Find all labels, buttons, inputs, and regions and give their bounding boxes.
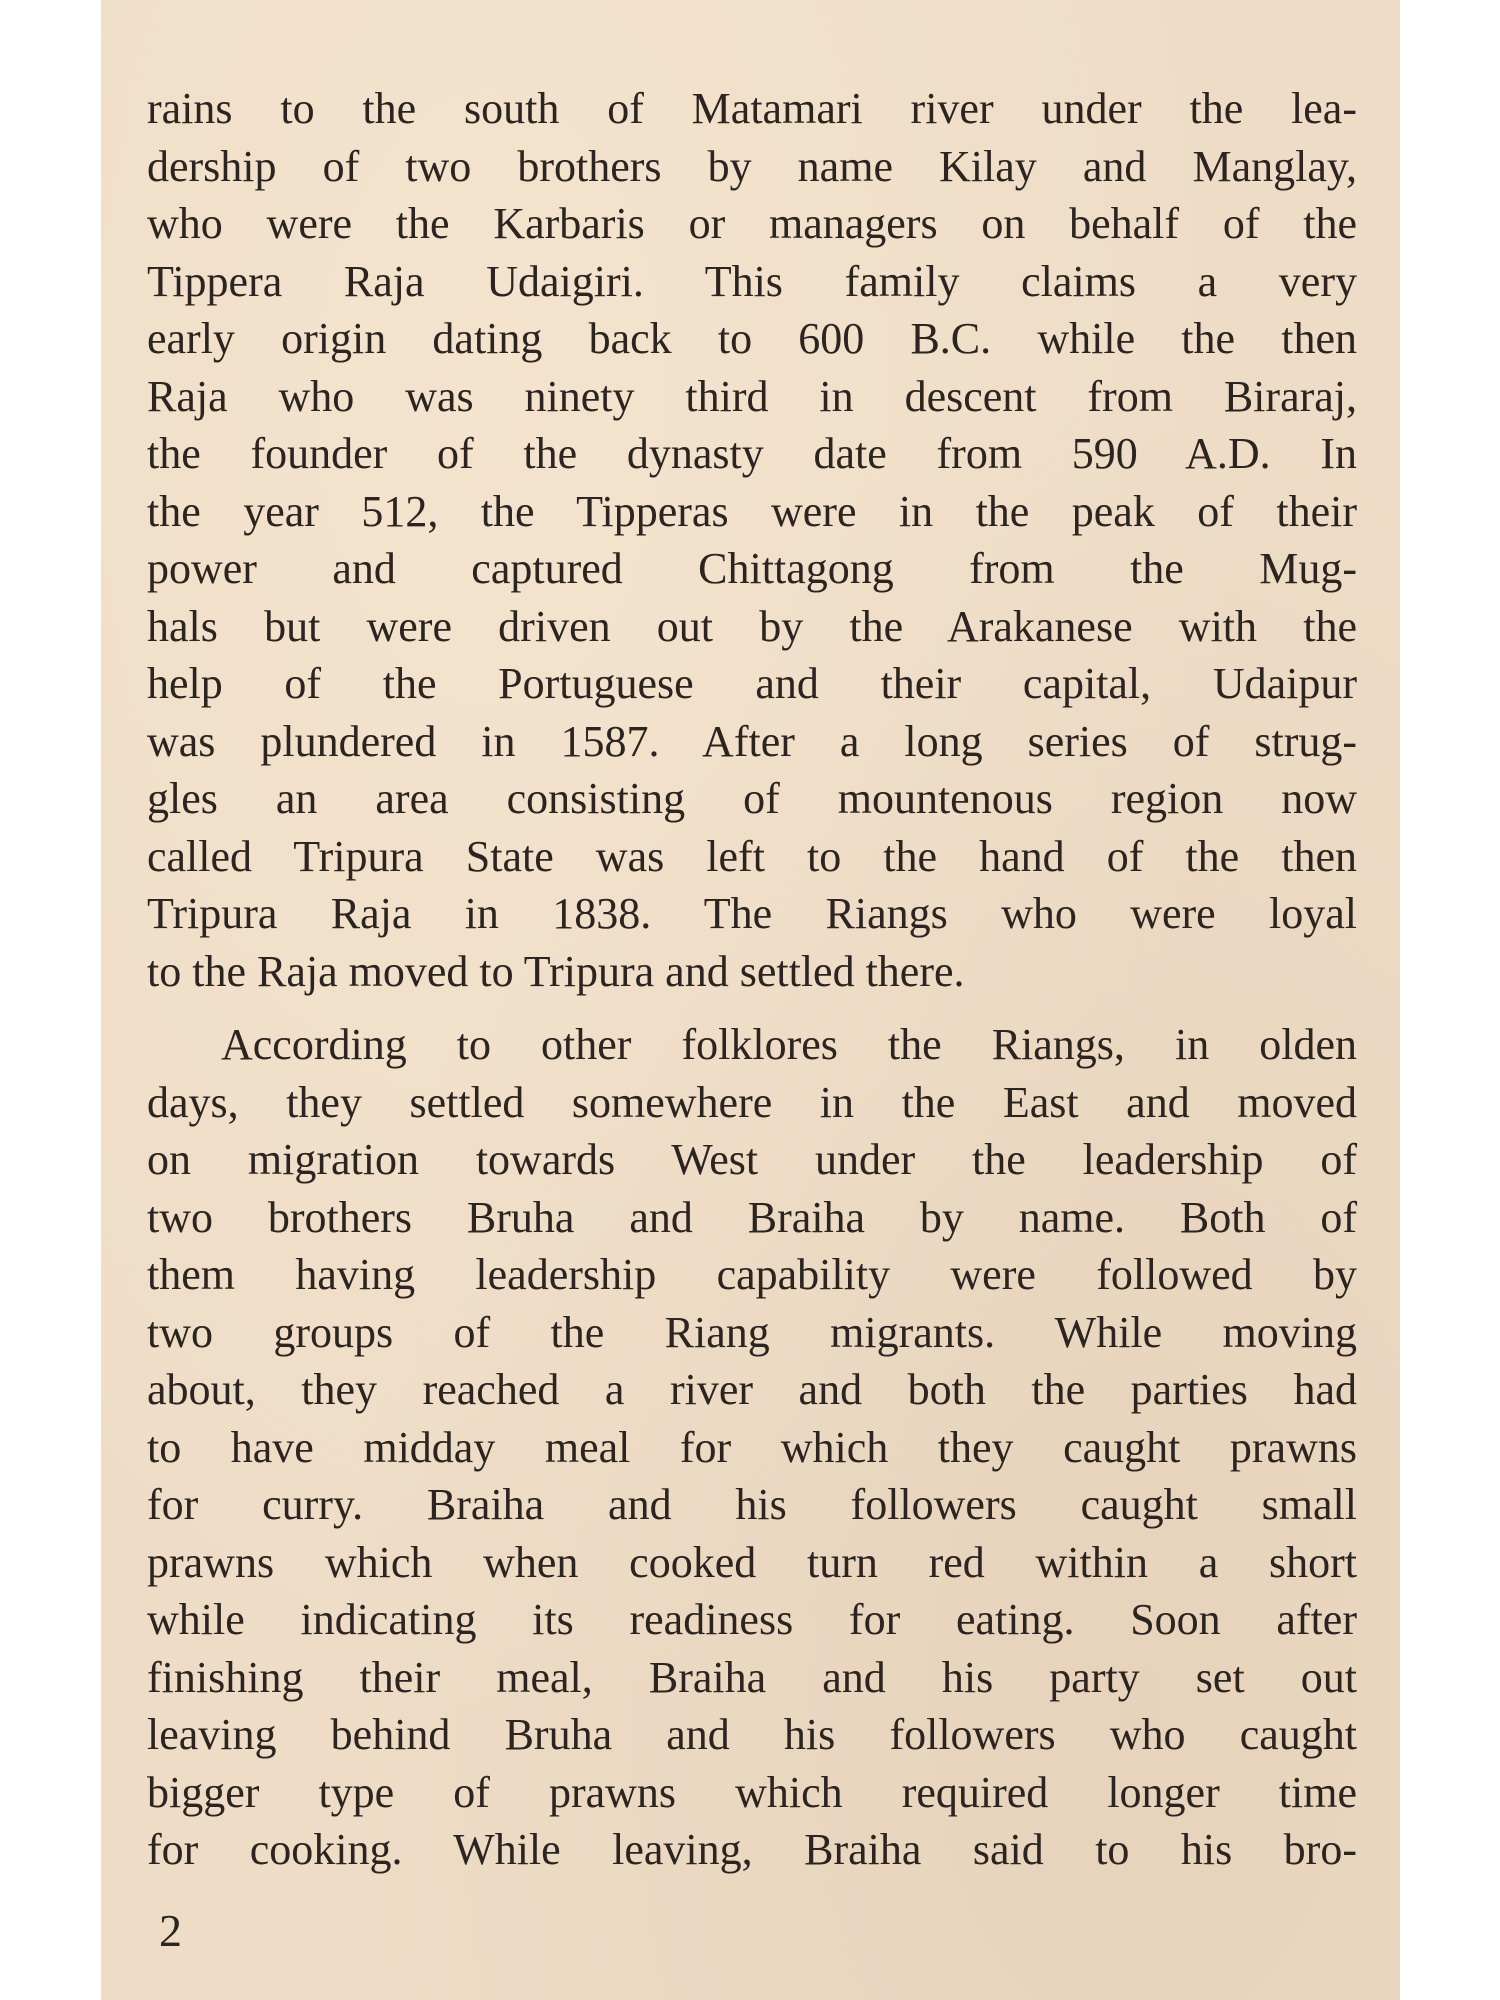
paragraph-1 <box>147 80 1357 1000</box>
text-line: was plundered in 1587. After a long series of strug- <box>147 716 1357 766</box>
text-line: rains to the south of Matamari river under the lea- <box>147 84 1357 133</box>
page-number: 2 <box>159 1905 182 1956</box>
text-line: early origin dating back to 600 B.C. while the then <box>147 314 1357 363</box>
text-line: about, they reached a river and both the parties had <box>147 1365 1357 1414</box>
text-line: to have midday meal for which they caught prawns <box>147 1422 1357 1472</box>
book-page <box>101 0 1400 2000</box>
text-line: the year 512, the Tipperas were in the peak of their <box>147 486 1357 536</box>
text-line: while indicating its readiness for eating. Soon after <box>147 1595 1357 1644</box>
body-text <box>147 80 1357 1879</box>
text-line: them having leadership capability were followed by <box>147 1250 1357 1299</box>
text-line: who were the Karbaris or managers on behalf of the <box>147 199 1357 248</box>
paragraph-2 <box>147 1016 1357 1879</box>
text-line: help of the Portuguese and their capital, Udaipur <box>147 659 1357 708</box>
text-line: Raja who was ninety third in descent from Biraraj, <box>147 371 1357 421</box>
text-line: two brothers Bruha and Braiha by name. Both of <box>147 1192 1357 1242</box>
text-line: dership of two brothers by name Kilay and Manglay, <box>147 141 1357 191</box>
text-line: to the Raja moved to Tripura and settled there. <box>147 946 965 996</box>
text-line: According to other folklores the Riangs, in olden <box>221 1020 1357 1069</box>
text-line: the founder of the dynasty date from 590 A.D. In <box>147 429 1357 478</box>
text-line: on migration towards West under the leadership of <box>147 1135 1357 1184</box>
text-line: prawns which when cooked turn red within a short <box>147 1537 1357 1587</box>
text-line: for cooking. While leaving, Braiha said to his bro- <box>147 1825 1357 1874</box>
paragraph-gap <box>147 1000 1357 1016</box>
text-line: power and captured Chittagong from the Mug- <box>147 544 1357 593</box>
text-line: Tripura Raja in 1838. The Riangs who were loyal <box>147 889 1357 938</box>
text-line: finishing their meal, Braiha and his party set out <box>147 1652 1357 1702</box>
text-line: hals but were driven out by the Arakanese with the <box>147 601 1357 651</box>
text-line: for curry. Braiha and his followers caught small <box>147 1480 1357 1529</box>
text-line: gles an area consisting of mountenous region now <box>147 774 1357 823</box>
text-line: Tippera Raja Udaigiri. This family claims a very <box>147 256 1357 306</box>
text-line: bigger type of prawns which required longer time <box>147 1767 1357 1817</box>
text-line: two groups of the Riang migrants. While moving <box>147 1307 1357 1357</box>
text-line: days, they settled somewhere in the East and moved <box>147 1077 1357 1127</box>
text-line: leaving behind Bruha and his followers who caught <box>147 1710 1357 1759</box>
text-line: called Tripura State was left to the hand of the then <box>147 831 1357 881</box>
